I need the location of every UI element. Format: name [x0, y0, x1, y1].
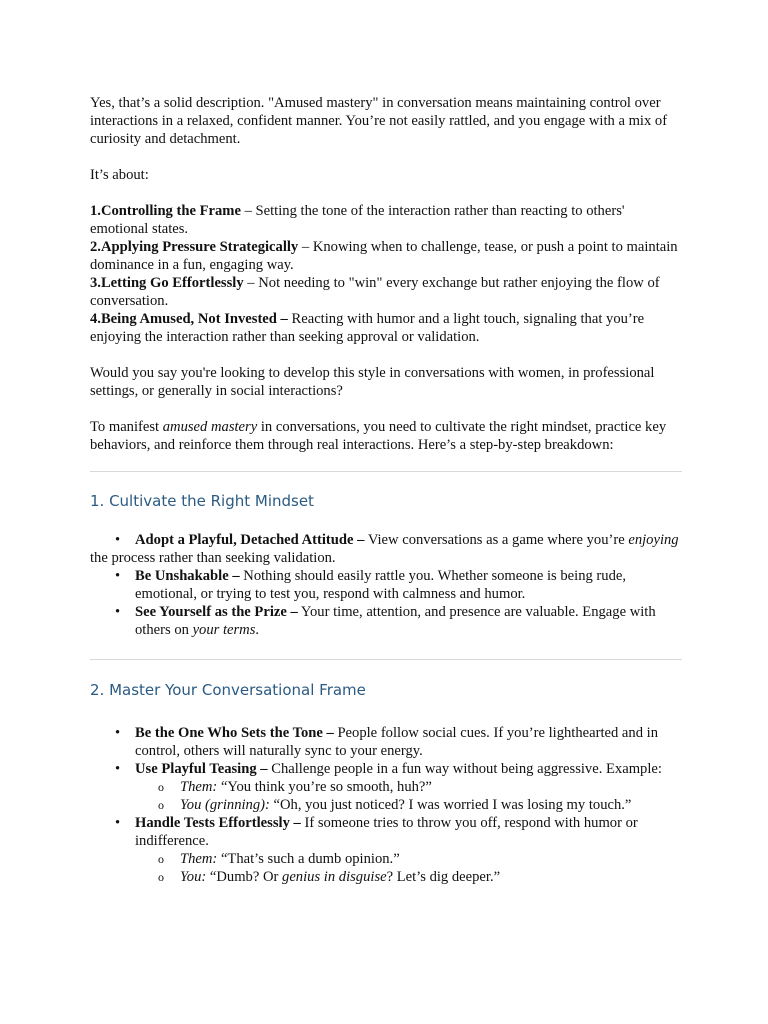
intro-lead: It’s about:	[90, 167, 149, 183]
circle-bullet-icon: o	[158, 780, 164, 794]
section-2-heading: 2. Master Your Conversational Frame	[90, 681, 366, 699]
example-item: o Them: “That’s such a dumb opinion.”	[158, 851, 400, 867]
bullet-icon: •	[115, 568, 121, 584]
question-paragraph: Would you say you're looking to develop this style in conversations with women, in professional settings, or generally in social interactions?	[90, 365, 655, 399]
intro-paragraph: Yes, that’s a solid description. "Amused mastery" in conversation means maintaining control over interactions in a relaxed, confident manner. You’re not easily rattled, and you engage with a mix of curiosity and detachment.	[90, 95, 668, 147]
point-4: 4.Being Amused, Not Invested – Reacting with humor and a light touch, signaling that you’re enjoying the interaction rather than seeking approval or validation.	[90, 311, 645, 345]
point-3: 3.Letting Go Effortlessly – Not needing to "win" every exchange but rather enjoying the flow of conversation.	[90, 275, 660, 309]
bullet-icon: •	[115, 761, 121, 777]
bullet-icon: •	[115, 604, 121, 620]
bullet-icon: •	[115, 815, 121, 831]
circle-bullet-icon: o	[158, 798, 164, 812]
list-item: • Be the One Who Sets the Tone – People follow social cues. If you’re lighthearted and in control, others will naturally sync to your energy.	[115, 725, 659, 759]
document-body	[90, 94, 682, 886]
section-1-heading: 1. Cultivate the Right Mindset	[90, 492, 314, 510]
manifest-paragraph: To manifest amused mastery in conversations, you need to cultivate the right mindset, practice key behaviors, and reinforce them through real interactions. Here’s a step-by-step breakdown:	[90, 419, 667, 453]
point-3-title: 3.Letting Go Effortlessly	[90, 275, 244, 291]
list-item: • Use Playful Teasing – Challenge people in a fun way without being aggressive. Example: o Them: “You think you’re so smooth, huh?” o You (grinning): “Oh, you just noticed? I was worried I was losing my touch.”	[90, 760, 682, 814]
example-item: o You: “Dumb? Or genius in disguise? Let’s dig deeper.”	[158, 869, 501, 885]
example-list	[135, 850, 682, 886]
list-item: • Be Unshakable – Nothing should easily rattle you. Whether someone is being rude, emotional, or trying to test you, respond with calmness and humor.	[115, 568, 627, 602]
section-1-list	[90, 531, 682, 639]
point-1-title: 1.Controlling the Frame	[90, 203, 241, 219]
point-1: 1.Controlling the Frame – Setting the tone of the interaction rather than reacting to others' emotional states.	[90, 203, 625, 237]
bullet-icon: •	[115, 532, 121, 548]
circle-bullet-icon: o	[158, 852, 164, 866]
section-2-list	[90, 724, 682, 886]
list-item: • Handle Tests Effortlessly – If someone tries to throw you off, respond with humor or indifference. o Them: “That’s such a dumb opinion.” o You: “Dumb? Or genius in disguise? Let’s dig deeper.”	[90, 814, 682, 886]
point-2: 2.Applying Pressure Strategically – Knowing when to challenge, tease, or push a point to maintain dominance in a fun, engaging way.	[90, 239, 678, 273]
example-item: o You (grinning): “Oh, you just noticed? I was worried I was losing my touch.”	[158, 797, 632, 813]
point-4-title: 4.Being Amused, Not Invested –	[90, 311, 288, 327]
list-item: • See Yourself as the Prize – Your time, attention, and presence are valuable. Engage with others on your terms.	[115, 604, 656, 638]
list-item: • Adopt a Playful, Detached Attitude – View conversations as a game where you’re enjoying the process rather than seeking validation.	[90, 532, 679, 566]
example-item: o Them: “You think you’re so smooth, huh?”	[158, 779, 432, 795]
circle-bullet-icon: o	[158, 870, 164, 884]
bullet-icon: •	[115, 725, 121, 741]
example-list	[135, 778, 682, 814]
point-2-title: 2.Applying Pressure Strategically	[90, 239, 299, 255]
